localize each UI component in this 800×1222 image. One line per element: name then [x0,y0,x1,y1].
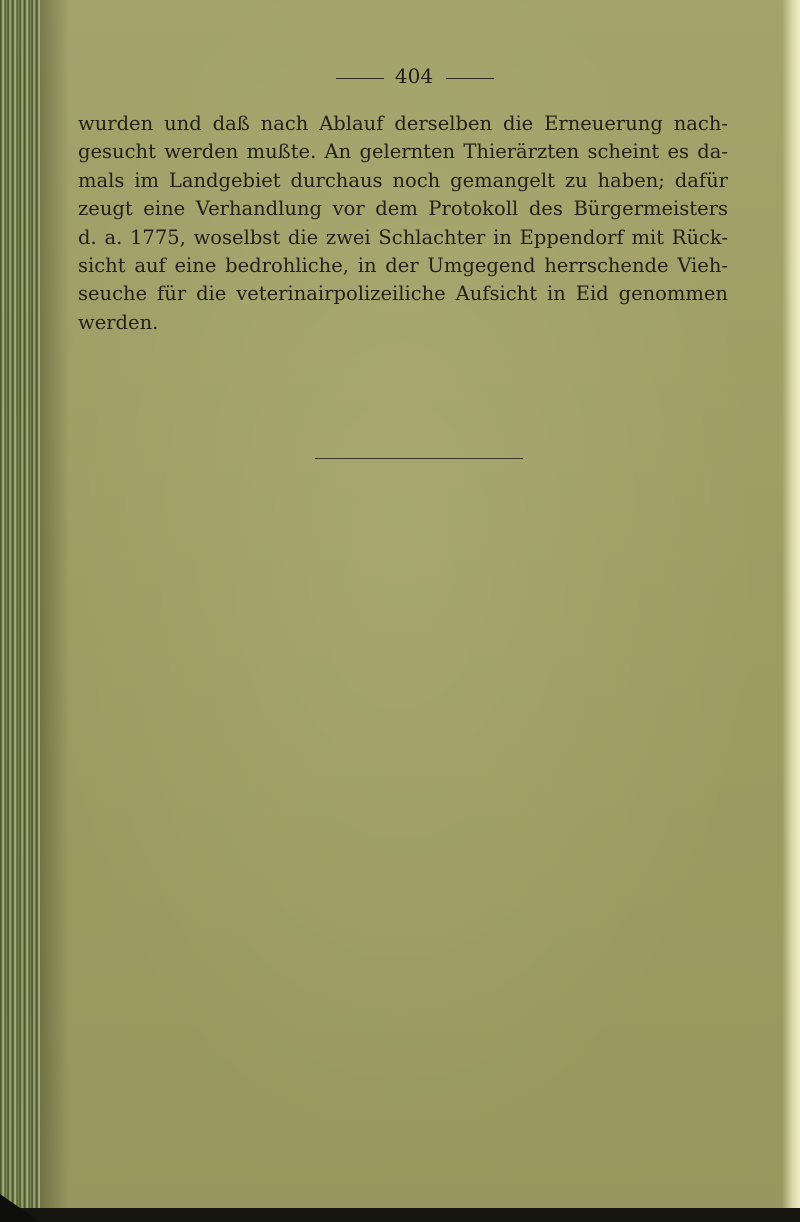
text-line: wurden und daß nach Ablauf derselben die Erneuerung nach- [78,112,728,135]
section-separator [315,458,523,459]
text-line: d. a. 1775, woselbst die zwei Schlachter in Eppendorf mit Rück- [78,225,728,249]
page-header [0,64,800,94]
header-rule-right [446,78,494,79]
text-line: werden. [78,310,159,334]
binding-shadow [40,0,70,1222]
page-number: 404 [394,64,434,88]
page-bottom-edge [0,1208,800,1222]
header-rule-left [336,78,384,79]
book-binding [0,0,40,1222]
text-line: sicht auf eine bedrohliche, in der Umgegend herrschende Vieh- [78,254,728,278]
page-edge [782,0,800,1222]
text-line: gesucht werden mußte. An gelernten Thierärzten scheint es da- [78,140,728,164]
text-line: seuche für die veterinairpolizeiliche Aufsicht in Eid genommen [78,282,728,306]
page-corner [0,1194,40,1222]
text-line: mals im Landgebiet durchaus noch gemangelt zu haben; dafür [78,168,728,192]
body-paragraph [78,110,728,337]
text-line: zeugt eine Verhandlung vor dem Protokoll des Bürgermeisters [78,197,728,221]
